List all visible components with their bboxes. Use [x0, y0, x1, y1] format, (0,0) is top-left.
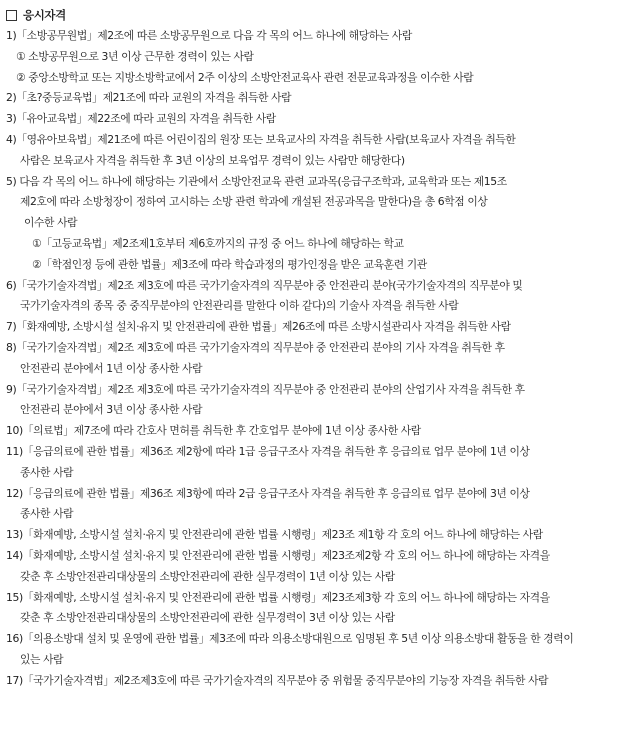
section-title: 응시자격	[23, 8, 66, 22]
qualification-line: 3)「유아교육법」제22조에 따라 교원의 자격을 취득한 사람	[6, 112, 276, 126]
qualification-line: ① 소방공무원으로 3년 이상 근무한 경력이 있는 사람	[16, 49, 254, 63]
qualification-line: 종사한 사람	[20, 507, 74, 521]
qualification-line: 갖춘 후 소방안전관리대상물의 소방안전관리에 관한 실무경력이 3년 이상 있는 사람	[20, 611, 395, 625]
qualification-line: 안전관리 분야에서 3년 이상 종사한 사람	[20, 403, 203, 417]
section-heading	[6, 4, 623, 26]
qualification-line: 있는 사람	[20, 652, 64, 666]
qualification-line: 사람은 보육교사 자격을 취득한 후 3년 이상의 보육업무 경력이 있는 사람만 해당한다)	[20, 153, 405, 167]
qualification-line: 2)「초?중등교육법」제21조에 따라 교원의 자격을 취득한 사람	[6, 91, 292, 105]
qualification-line: 국가기술자격의 종목 중 중직무분야의 안전관리를 말한다 이하 같다)의 기술사 자격을 취득한 사람	[20, 299, 459, 313]
qualification-line: ②「학점인정 등에 관한 법률」제3조에 따라 학습과정의 평가인정을 받은 교육훈련 기관	[32, 257, 427, 271]
qualification-line: ② 중앙소방학교 또는 지방소방학교에서 2주 이상의 소방안전교육사 관련 전문교육과정을 이수한 사람	[16, 70, 474, 84]
qualification-line: 제2호에 따라 소방청장이 정하여 고시하는 소방 관련 학과에 개설된 전공과목을 말한다)을 총 6학점 이상	[20, 195, 488, 209]
qualification-line: 13)「화재예방, 소방시설 설치·유지 및 안전관리에 관한 법률 시행령」제23조 제1항 각 호의 어느 하나에 해당하는 사람	[6, 528, 543, 542]
qualification-line: 10)「의료법」제7조에 따라 간호사 면허를 취득한 후 간호업무 분야에 1년 이상 종사한 사람	[6, 424, 421, 438]
qualification-line: 4)「영유아보육법」제21조에 따른 어린이집의 원장 또는 보육교사의 자격을 취득한 사람(보육교사 자격을 취득한	[6, 132, 516, 146]
qualification-line: 15)「화재예방, 소방시설 설치·유지 및 안전관리에 관한 법률 시행령」제23조제3항 각 호의 어느 하나에 해당하는 자격을	[6, 590, 550, 604]
qualification-line: 12)「응급의료에 관한 법률」제36조 제3항에 따라 2급 응급구조사 자격을 취득한 후 응급의료 업무 분야에 3년 이상	[6, 486, 530, 500]
qualification-line: ①「고등교육법」제2조제1호부터 제6호까지의 규정 중 어느 하나에 해당하는 학교	[32, 236, 404, 250]
qualification-line: 이수한 사람	[24, 216, 78, 230]
qualification-line: 안전관리 분야에서 1년 이상 종사한 사람	[20, 361, 203, 375]
qualification-line: 갖춘 후 소방안전관리대상물의 소방안전관리에 관한 실무경력이 1년 이상 있는 사람	[20, 569, 395, 583]
qualification-line: 8)「국가기술자격법」제2조 제3호에 따른 국가기술자격의 직무분야 중 안전관리 분야의 기사 자격을 취득한 후	[6, 340, 505, 354]
checkbox-square-icon	[6, 10, 17, 21]
qualification-line: 9)「국가기술자격법」제2조 제3호에 따른 국가기술자격의 직무분야 중 안전관리 분야의 산업기사 자격을 취득한 후	[6, 382, 525, 396]
qualification-line: 16)「의용소방대 설치 및 운영에 관한 법률」제3조에 따라 의용소방대원으로 임명된 후 5년 이상 의용소방대 활동을 한 경력이	[6, 632, 574, 646]
qualification-list	[6, 26, 623, 692]
qualification-line: 1)「소방공무원법」제2조에 따른 소방공무원으로 다음 각 목의 어느 하나에 해당하는 사람	[6, 29, 412, 42]
qualification-line: 7)「화재예방, 소방시설 설치·유지 및 안전관리에 관한 법률」제26조에 따른 소방시설관리사 자격을 취득한 사람	[6, 320, 511, 334]
qualification-line: 17)「국가기술자격법」제2조제3호에 따른 국가기술자격의 직무분야 중 위험물 중직무분야의 기능장 자격을 취득한 사람	[6, 673, 549, 687]
qualification-line: 14)「화재예방, 소방시설 설치·유지 및 안전관리에 관한 법률 시행령」제23조제2항 각 호의 어느 하나에 해당하는 자격을	[6, 548, 550, 562]
qualification-line: 11)「응급의료에 관한 법률」제36조 제2항에 따라 1급 응급구조사 자격을 취득한 후 응급의료 업무 분야에 1년 이상	[6, 444, 530, 458]
qualification-line: 6)「국가기술자격법」제2조 제3호에 따른 국가기술자격의 직무분야 중 안전관리 분야(국가기술자격의 직무분야 및	[6, 278, 523, 292]
qualification-line: 5) 다음 각 목의 어느 하나에 해당하는 기관에서 소방안전교육 관련 교과목(응급구조학과, 교육학과 또는 제15조	[6, 174, 507, 188]
qualification-line: 종사한 사람	[20, 465, 74, 479]
